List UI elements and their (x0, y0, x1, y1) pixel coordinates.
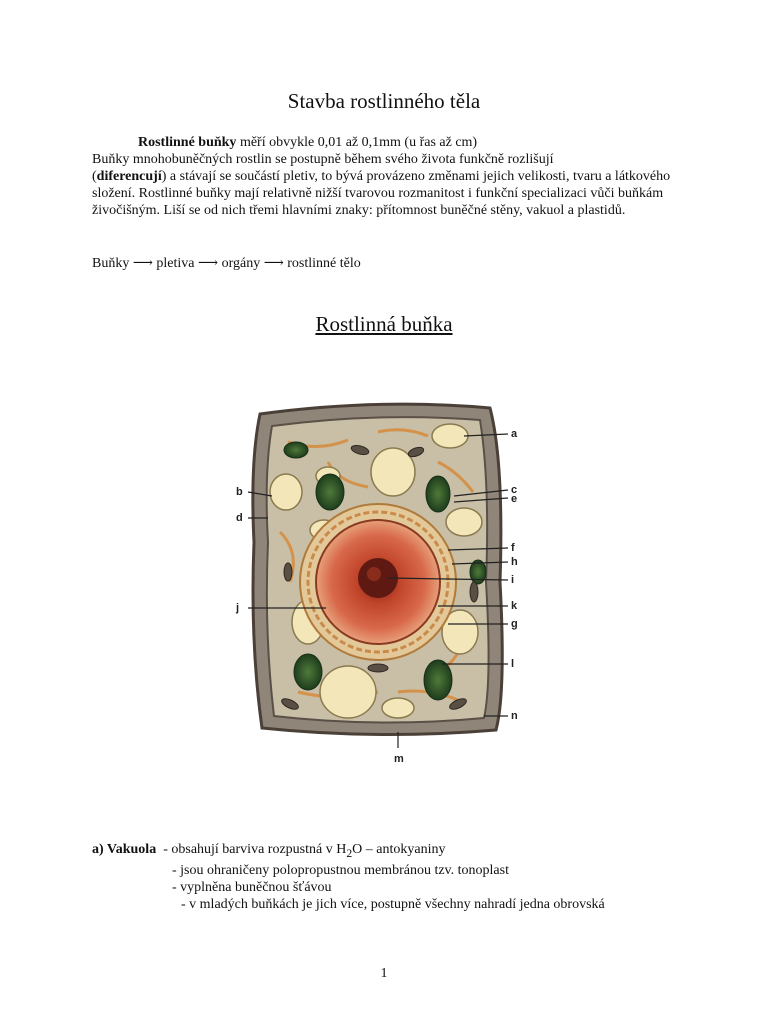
intro-line-2: Buňky mnohobuněčných rostlin se postupně během svého života funkčně rozlišují (92, 152, 554, 167)
vakuola-line-1-sub: 2 (346, 846, 353, 860)
intro-paragraph (92, 134, 682, 219)
paren-open: ( (92, 169, 97, 184)
figure-label-j: j (236, 602, 240, 614)
figure-label-g: g (511, 618, 518, 630)
vakuola-row-1 (92, 841, 712, 862)
page-number: 1 (380, 966, 388, 981)
plant-cell-figure (228, 392, 528, 772)
intro-line-1 (92, 134, 682, 151)
flow-line: Buňky ⟶ pletiva ⟶ orgány ⟶ rostlinné tělo (92, 256, 361, 271)
figure-label-f: f (511, 542, 515, 554)
intro-bold-term: Rostlinné buňky (138, 135, 237, 150)
vakuola-line-1-post: O – antokyaniny (352, 842, 446, 857)
figure-label-k: k (511, 600, 518, 612)
figure-label-c: c (511, 484, 518, 496)
intro-body-text: ) a stávají se součástí pletiv, to bývá provázeno změnami jejich velikosti, tvaru a látkového složení. Rostlinné buňky mají relativně nižší tvarovou rozmanitost i funkční specializaci vůči buňkám živočišným. Liší se od nich třemi hlavními znaky: přítomnost buněčné stěny, vakuol a plastidů. (92, 169, 671, 218)
section-title: Rostlinná buňka (315, 312, 453, 336)
figure-label-m: m (394, 753, 404, 765)
figure-label-b: b (236, 486, 243, 498)
vakuola-line-1-pre: - obsahují barviva rozpustná v H (156, 842, 347, 857)
vakuola-row-4: - v mladých buňkách je jich více, postupně všechny nahradí jedna obrovská (181, 896, 605, 912)
plant-cell-illustration (228, 392, 528, 772)
figure-label-h: h (511, 556, 518, 568)
figure-label-a: a (511, 428, 518, 440)
figure-label-d: d (236, 512, 243, 524)
figure-label-n: n (511, 710, 518, 722)
intro-lead-rest: měří obvykle 0,01 až 0,1mm (u řas až cm) (236, 135, 478, 150)
vakuola-row-2: - jsou ohraničeny polopropustnou membránou tzv. tonoplast (172, 862, 509, 878)
vakuola-heading: a) Vakuola (92, 842, 157, 857)
vakuola-row-3: - vyplněna buněčnou šťávou (172, 879, 332, 895)
intro-bold-diferencuji: diferencují (96, 169, 162, 184)
vakuola-section (92, 841, 712, 913)
intro-body (92, 168, 682, 219)
figure-label-l: l (511, 658, 515, 670)
page-title: Stavba rostlinného těla (287, 89, 481, 113)
figure-label-e: e (511, 493, 518, 505)
figure-label-i: i (511, 574, 515, 586)
